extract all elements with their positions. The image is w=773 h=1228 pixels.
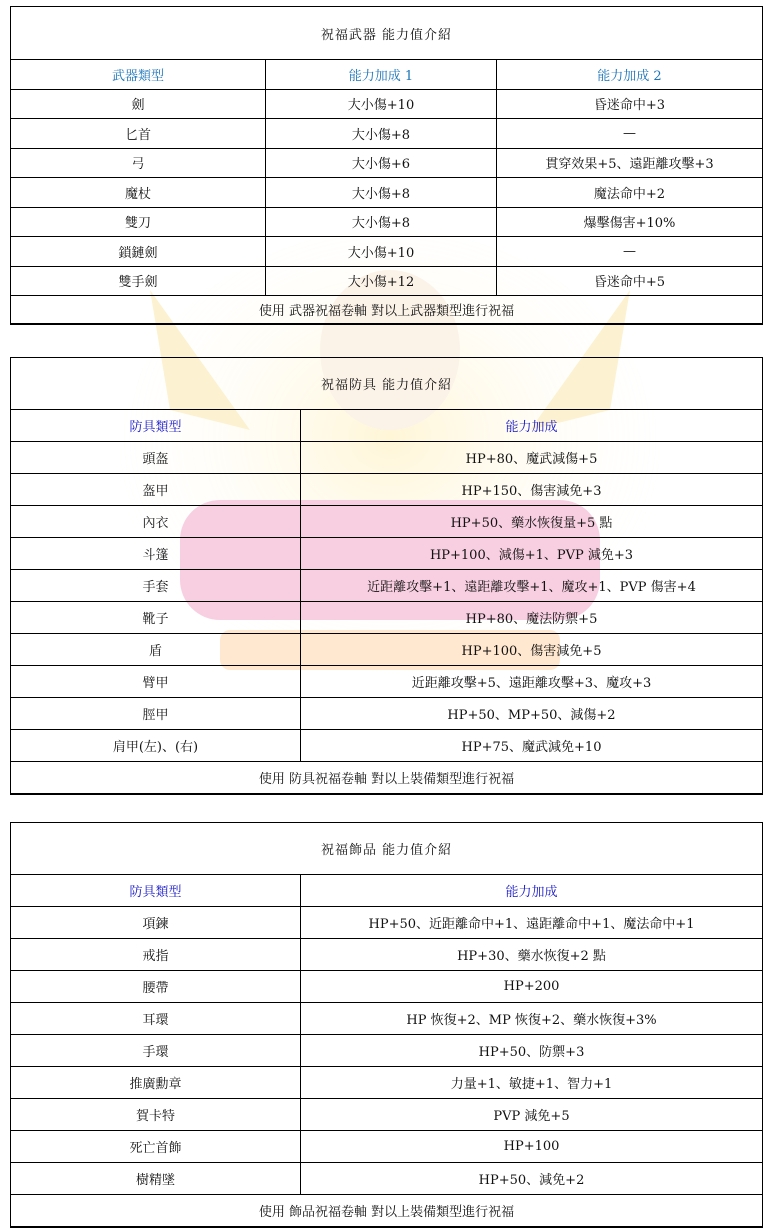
bonus-1-cell: 大小傷+10 xyxy=(266,237,497,267)
table-row xyxy=(11,474,763,506)
accessory-type-cell: 腰帶 xyxy=(11,971,301,1003)
accessory-bonus-cell: HP 恢復+2、MP 恢復+2、藥水恢復+3% xyxy=(301,1003,763,1035)
accessory-type-cell: 戒指 xyxy=(11,939,301,971)
bonus-2-header: 能力加成 2 xyxy=(497,60,763,90)
bonus-2-cell: — xyxy=(497,237,763,267)
table-row xyxy=(11,237,763,267)
accessory-type-cell: 推廣勳章 xyxy=(11,1067,301,1099)
accessory-type-cell: 手環 xyxy=(11,1035,301,1067)
bonus-1-cell: 大小傷+6 xyxy=(266,148,497,178)
table-row xyxy=(11,1099,763,1131)
accessory-type-cell: 耳環 xyxy=(11,1003,301,1035)
armor-bonus-cell: HP+80、魔法防禦+5 xyxy=(301,602,763,634)
table-row xyxy=(11,1131,763,1163)
table-row xyxy=(11,506,763,538)
table-row xyxy=(11,666,763,698)
bonus-1-cell: 大小傷+10 xyxy=(266,89,497,119)
armor-bonus-cell: HP+80、魔武減傷+5 xyxy=(301,442,763,474)
armor-type-cell: 盔甲 xyxy=(11,474,301,506)
table-row xyxy=(11,1163,763,1195)
accessory-section-title: 祝福飾品 能力值介紹 xyxy=(11,823,763,875)
accessory-bonus-cell: HP+50、減免+2 xyxy=(301,1163,763,1195)
bonus-2-cell: 昏迷命中+3 xyxy=(497,89,763,119)
table-row xyxy=(11,634,763,666)
bonus-2-cell: — xyxy=(497,119,763,149)
armor-bonus-cell: 近距離攻擊+1、遠距離攻擊+1、魔攻+1、PVP 傷害+4 xyxy=(301,570,763,602)
armor-type-cell: 靴子 xyxy=(11,602,301,634)
accessory-type-cell: 死亡首飾 xyxy=(11,1131,301,1163)
accessory-bonus-cell: 力量+1、敏捷+1、智力+1 xyxy=(301,1067,763,1099)
accessory-bonus-cell: HP+50、近距離命中+1、遠距離命中+1、魔法命中+1 xyxy=(301,907,763,939)
weapon-type-header: 武器類型 xyxy=(11,60,266,90)
armor-bonus-cell: HP+100、傷害減免+5 xyxy=(301,634,763,666)
accessory-bonus-header: 能力加成 xyxy=(301,875,763,907)
accessory-bonus-cell: HP+200 xyxy=(301,971,763,1003)
bonus-2-cell: 貫穿效果+5、遠距離攻擊+3 xyxy=(497,148,763,178)
accessory-type-cell: 賀卡特 xyxy=(11,1099,301,1131)
armor-type-cell: 內衣 xyxy=(11,506,301,538)
accessory-type-cell: 樹精墜 xyxy=(11,1163,301,1195)
armor-type-cell: 斗篷 xyxy=(11,538,301,570)
armor-bonus-cell: 近距離攻擊+5、遠距離攻擊+3、魔攻+3 xyxy=(301,666,763,698)
table-row xyxy=(11,939,763,971)
armor-footer-note: 使用 防具祝福卷軸 對以上裝備類型進行祝福 xyxy=(11,762,763,795)
table-row xyxy=(11,971,763,1003)
armor-type-cell: 盾 xyxy=(11,634,301,666)
bonus-1-cell: 大小傷+8 xyxy=(266,178,497,208)
armor-bonus-cell: HP+75、魔武減免+10 xyxy=(301,730,763,762)
table-row xyxy=(11,570,763,602)
table-row xyxy=(11,538,763,570)
armor-type-cell: 脛甲 xyxy=(11,698,301,730)
weapon-blessing-table xyxy=(10,6,763,325)
accessory-bonus-cell: HP+100 xyxy=(301,1131,763,1163)
weapon-type-cell: 雙手劍 xyxy=(11,266,266,296)
armor-bonus-cell: HP+50、MP+50、減傷+2 xyxy=(301,698,763,730)
bonus-2-cell: 爆擊傷害+10% xyxy=(497,207,763,237)
weapon-type-cell: 雙刀 xyxy=(11,207,266,237)
accessory-blessing-table xyxy=(10,822,763,1228)
table-row xyxy=(11,442,763,474)
armor-blessing-table xyxy=(10,357,763,795)
table-row xyxy=(11,207,763,237)
table-row xyxy=(11,907,763,939)
armor-type-cell: 肩甲(左)、(右) xyxy=(11,730,301,762)
accessory-type-header: 防具類型 xyxy=(11,875,301,907)
table-row xyxy=(11,148,763,178)
bonus-1-cell: 大小傷+12 xyxy=(266,266,497,296)
weapon-type-cell: 弓 xyxy=(11,148,266,178)
armor-bonus-cell: HP+150、傷害減免+3 xyxy=(301,474,763,506)
weapon-section-title: 祝福武器 能力值介紹 xyxy=(11,7,763,60)
accessory-type-cell: 項鍊 xyxy=(11,907,301,939)
table-row xyxy=(11,1067,763,1099)
table-row xyxy=(11,730,763,762)
bonus-1-cell: 大小傷+8 xyxy=(266,207,497,237)
accessory-bonus-cell: HP+30、藥水恢復+2 點 xyxy=(301,939,763,971)
table-row xyxy=(11,119,763,149)
table-row xyxy=(11,89,763,119)
armor-type-cell: 手套 xyxy=(11,570,301,602)
armor-bonus-cell: HP+50、藥水恢復量+5 點 xyxy=(301,506,763,538)
accessory-bonus-cell: HP+50、防禦+3 xyxy=(301,1035,763,1067)
armor-bonus-header: 能力加成 xyxy=(301,410,763,442)
bonus-2-cell: 昏迷命中+5 xyxy=(497,266,763,296)
weapon-type-cell: 魔杖 xyxy=(11,178,266,208)
armor-type-cell: 頭盔 xyxy=(11,442,301,474)
armor-bonus-cell: HP+100、減傷+1、PVP 減免+3 xyxy=(301,538,763,570)
table-row xyxy=(11,266,763,296)
table-row xyxy=(11,1035,763,1067)
weapon-type-cell: 劍 xyxy=(11,89,266,119)
bonus-1-cell: 大小傷+8 xyxy=(266,119,497,149)
bonus-2-cell: 魔法命中+2 xyxy=(497,178,763,208)
table-row xyxy=(11,698,763,730)
bonus-1-header: 能力加成 1 xyxy=(266,60,497,90)
weapon-type-cell: 匕首 xyxy=(11,119,266,149)
armor-section-title: 祝福防具 能力值介紹 xyxy=(11,358,763,410)
table-row xyxy=(11,1003,763,1035)
table-row xyxy=(11,602,763,634)
weapon-type-cell: 鎖鏈劍 xyxy=(11,237,266,267)
accessory-footer-note: 使用 飾品祝福卷軸 對以上裝備類型進行祝福 xyxy=(11,1195,763,1228)
weapon-footer-note: 使用 武器祝福卷軸 對以上武器類型進行祝福 xyxy=(11,296,763,325)
accessory-bonus-cell: PVP 減免+5 xyxy=(301,1099,763,1131)
table-row xyxy=(11,178,763,208)
armor-type-header: 防具類型 xyxy=(11,410,301,442)
armor-type-cell: 臂甲 xyxy=(11,666,301,698)
